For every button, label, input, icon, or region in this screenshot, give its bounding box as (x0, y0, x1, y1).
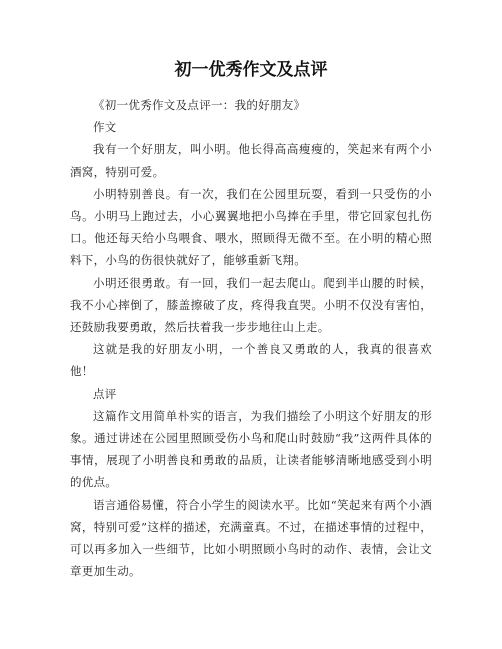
document-page (70, 58, 432, 582)
review-paragraph: 这篇作文用简单朴实的语言，为我们描绘了小明这个好朋友的形象。通过讲述在公园里照顾受伤小鸟和爬山时鼓励“我”这两件具体的事情，展现了小明善良和勇敢的品质，让读者能够清晰地感受到小明的优点。 (70, 408, 432, 490)
review-paragraph: 语言通俗易懂，符合小学生的阅读水平。比如“笑起来有两个小酒窝，特别可爱”这样的描述，充满童真。不过，在描述事情的过程中，可以再多加入一些细节，比如小明照顾小鸟时的动作、表情，会让文章更加生动。 (70, 497, 432, 579)
essay-heading: 《初一优秀作文及点评一：我的好朋友》 (93, 98, 306, 112)
essay-paragraph: 小明还很勇敢。有一回，我们一起去爬山。爬到半山腰的时候，我不小心摔倒了，膝盖擦破了皮，疼得我直哭。小明不仅没有害怕，还鼓励我要勇敢，然后扶着我一步步地往山上走。 (70, 275, 432, 335)
document-title: 初一优秀作文及点评 (174, 60, 328, 80)
essay-paragraph: 这就是我的好朋友小明，一个善良又勇敢的人，我真的很喜欢他！ (70, 342, 432, 379)
section-label-essay: 作文 (93, 120, 117, 135)
essay-paragraph: 我有一个好朋友，叫小明。他长得高高瘦瘦的，笑起来有两个小酒窝，特别可爱。 (70, 142, 432, 179)
section-label-review: 点评 (93, 386, 117, 401)
essay-paragraph: 小明特别善良。有一次，我们在公园里玩耍，看到一只受伤的小鸟。小明马上跑过去，小心翼翼地把小鸟捧在手里，带它回家包扎伤口。他还每天给小鸟喂食、喂水，照顾得无微不至。在小明的精心照料下，小鸟的伤很快就好了，能够重新飞翔。 (70, 186, 432, 268)
